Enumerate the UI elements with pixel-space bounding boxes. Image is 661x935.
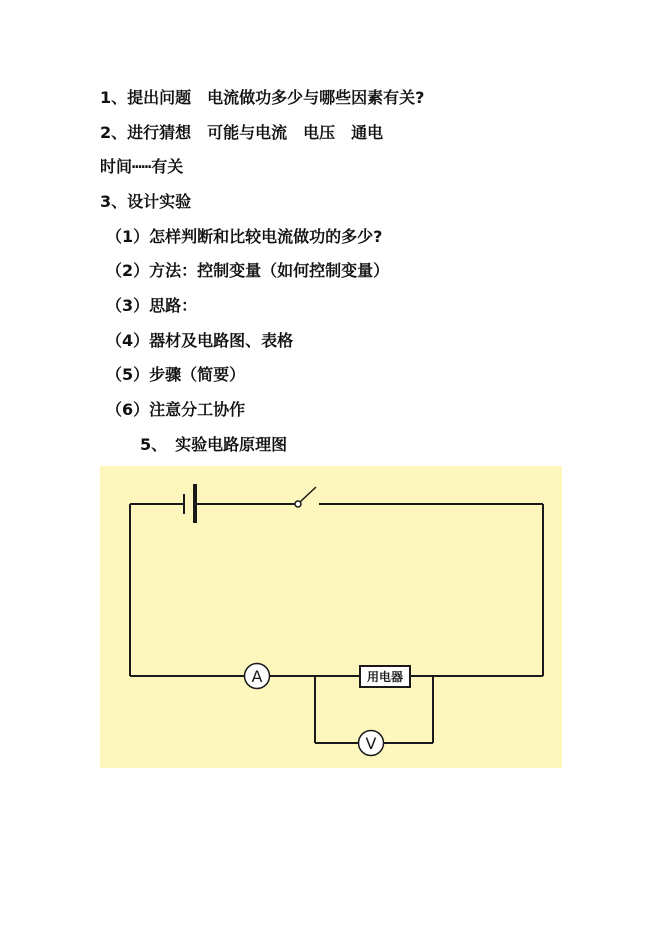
subitem-4: （4）器材及电路图、表格 — [106, 331, 294, 350]
subitem-5: （5）步骤（简要） — [106, 365, 246, 384]
item-2-hypothesis: 2、进行猜想 可能与电流 电压 通电 — [100, 123, 384, 142]
circuit-diagram — [100, 466, 562, 768]
switch-pivot — [295, 501, 301, 507]
device-label: 用电器 — [366, 670, 404, 684]
circuit-svg — [100, 466, 562, 768]
switch-blade — [300, 487, 316, 502]
subitem-2: （2）方法：控制变量（如何控制变量） — [106, 261, 390, 280]
item-1-question: 1、提出问题 电流做功多少与哪些因素有关? — [100, 88, 425, 107]
subitem-1: （1）怎样判断和比较电流做功的多少? — [106, 227, 383, 246]
voltmeter-label: V — [365, 734, 377, 753]
item-5-circuit-title: 5、 实验电路原理图 — [140, 435, 288, 454]
subitem-3: （3）思路： — [106, 296, 198, 315]
item-3-design-experiment: 3、设计实验 — [100, 192, 192, 211]
subitem-6: （6）注意分工协作 — [106, 400, 246, 419]
ammeter-label: A — [251, 667, 263, 686]
item-2-hypothesis-continued: 时间┅┅有关 — [100, 157, 184, 176]
